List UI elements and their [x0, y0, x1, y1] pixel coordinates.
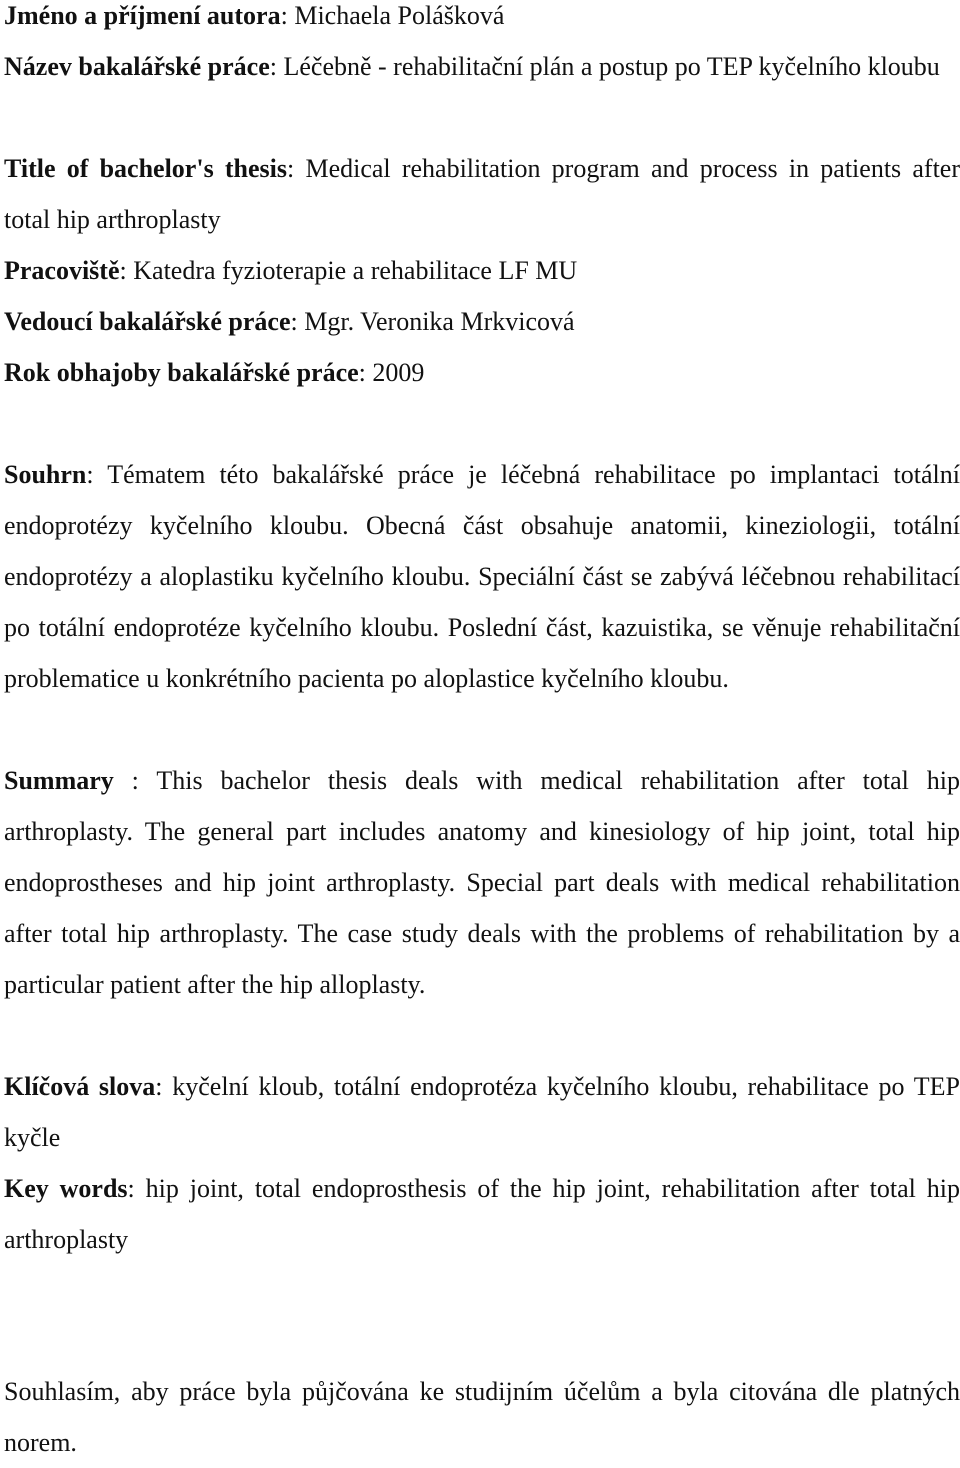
consent-text: Souhlasím, aby práce byla půjčována ke studijním účelům a byla citována dle platných norem.: [4, 1377, 960, 1457]
supervisor-value: Mgr. Veronika Mrkvicová: [304, 307, 575, 336]
title-cz-value: Léčebně - rehabilitační plán a postup po TEP kyčelního kloubu: [283, 52, 940, 81]
keywords-cz-label: Klíčová slova: [4, 1072, 156, 1101]
title-cz-label: Název bakalářské práce: [4, 52, 270, 81]
keywords-en-paragraph: Key words: hip joint, total endoprosthesis of the hip joint, rehabilitation after total hip arthroplasty: [4, 1174, 960, 1254]
souhrn-paragraph: Souhrn: Tématem této bakalářské práce je léčebná rehabilitace po implantaci totální endoprotézy kyčelního kloubu. Obecná část obsahuje anatomii, kineziologii, totální endoprotézy a aloplastiku kyčelního kloubu. Speciální část se zabývá léčebnou rehabilitací po totální endoprotéze kyčelního kloubu. Poslední část, kazuistika, se věnuje rehabilitační problematice u konkrétního pacienta po aloplastice kyčelního kloubu.: [4, 460, 960, 693]
supervisor-line: Vedoucí bakalářské práce: Mgr. Veronika Mrkvicová: [4, 307, 575, 336]
supervisor-label: Vedoucí bakalářské práce: [4, 307, 291, 336]
souhrn-label: Souhrn: [4, 460, 87, 489]
author-value: Michaela Polášková: [294, 1, 505, 30]
author-line: Jméno a příjmení autora: Michaela Polášková: [4, 1, 505, 30]
workplace-value: Katedra fyzioterapie a rehabilitace LF MU: [133, 256, 578, 285]
defense-year-value: 2009: [372, 358, 425, 387]
keywords-en-value: hip joint, total endoprosthesis of the hip joint, rehabilitation after total hip arthroplasty: [4, 1174, 960, 1254]
summary-paragraph: Summary : This bachelor thesis deals with medical rehabilitation after total hip arthroplasty. The general part includes anatomy and kinesiology of hip joint, total hip endoprostheses and hip joint arthroplasty. Special part deals with medical rehabilitation after total hip arthroplasty. The case study deals with the problems of rehabilitation by a particular patient after the hip alloplasty.: [4, 766, 960, 999]
summary-text: This bachelor thesis deals with medical rehabilitation after total hip arthroplasty. The general part includes anatomy and kinesiology of hip joint, total hip endoprostheses and hip joint arthroplasty. Special part deals with medical rehabilitation after total hip arthroplasty. The case study deals with the problems of rehabilitation by a particular patient after the hip alloplasty.: [4, 766, 960, 999]
keywords-cz-paragraph: Klíčová slova: kyčelní kloub, totální endoprotéza kyčelního kloubu, rehabilitace po TEP kyčle: [4, 1072, 960, 1152]
author-label: Jméno a příjmení autora: [4, 1, 281, 30]
title-cz-line: Název bakalářské práce: Léčebně - rehabilitační plán a postup po TEP kyčelního kloubu: [4, 52, 940, 81]
defense-year-line: Rok obhajoby bakalářské práce: 2009: [4, 358, 425, 387]
defense-year-label: Rok obhajoby bakalářské práce: [4, 358, 359, 387]
workplace-label: Pracoviště: [4, 256, 120, 285]
souhrn-text: Tématem této bakalářské práce je léčebná rehabilitace po implantaci totální endoprotézy kyčelního kloubu. Obecná část obsahuje anatomii, kineziologii, totální endoprotézy a aloplastiku kyčelního kloubu. Speciální část se zabývá léčebnou rehabilitací po totální endoprotéze kyčelního kloubu. Poslední část, kazuistika, se věnuje rehabilitační problematice u konkrétního pacienta po aloplastice kyčelního kloubu.: [4, 460, 960, 693]
title-en-line: Title of bachelor's thesis: Medical rehabilitation program and process in patients after total hip arthroplasty: [4, 154, 960, 234]
keywords-en-label: Key words: [4, 1174, 128, 1203]
summary-label: Summary: [4, 766, 114, 795]
consent-paragraph: [4, 1366, 960, 1468]
title-en-label: Title of bachelor's thesis: [4, 154, 288, 183]
keywords-cz-value: kyčelní kloub, totální endoprotéza kyčelního kloubu, rehabilitace po TEP kyčle: [4, 1072, 960, 1152]
workplace-line: Pracoviště: Katedra fyzioterapie a rehabilitace LF MU: [4, 256, 578, 285]
title-en-value: Medical rehabilitation program and process in patients after total hip arthroplasty: [4, 154, 960, 234]
